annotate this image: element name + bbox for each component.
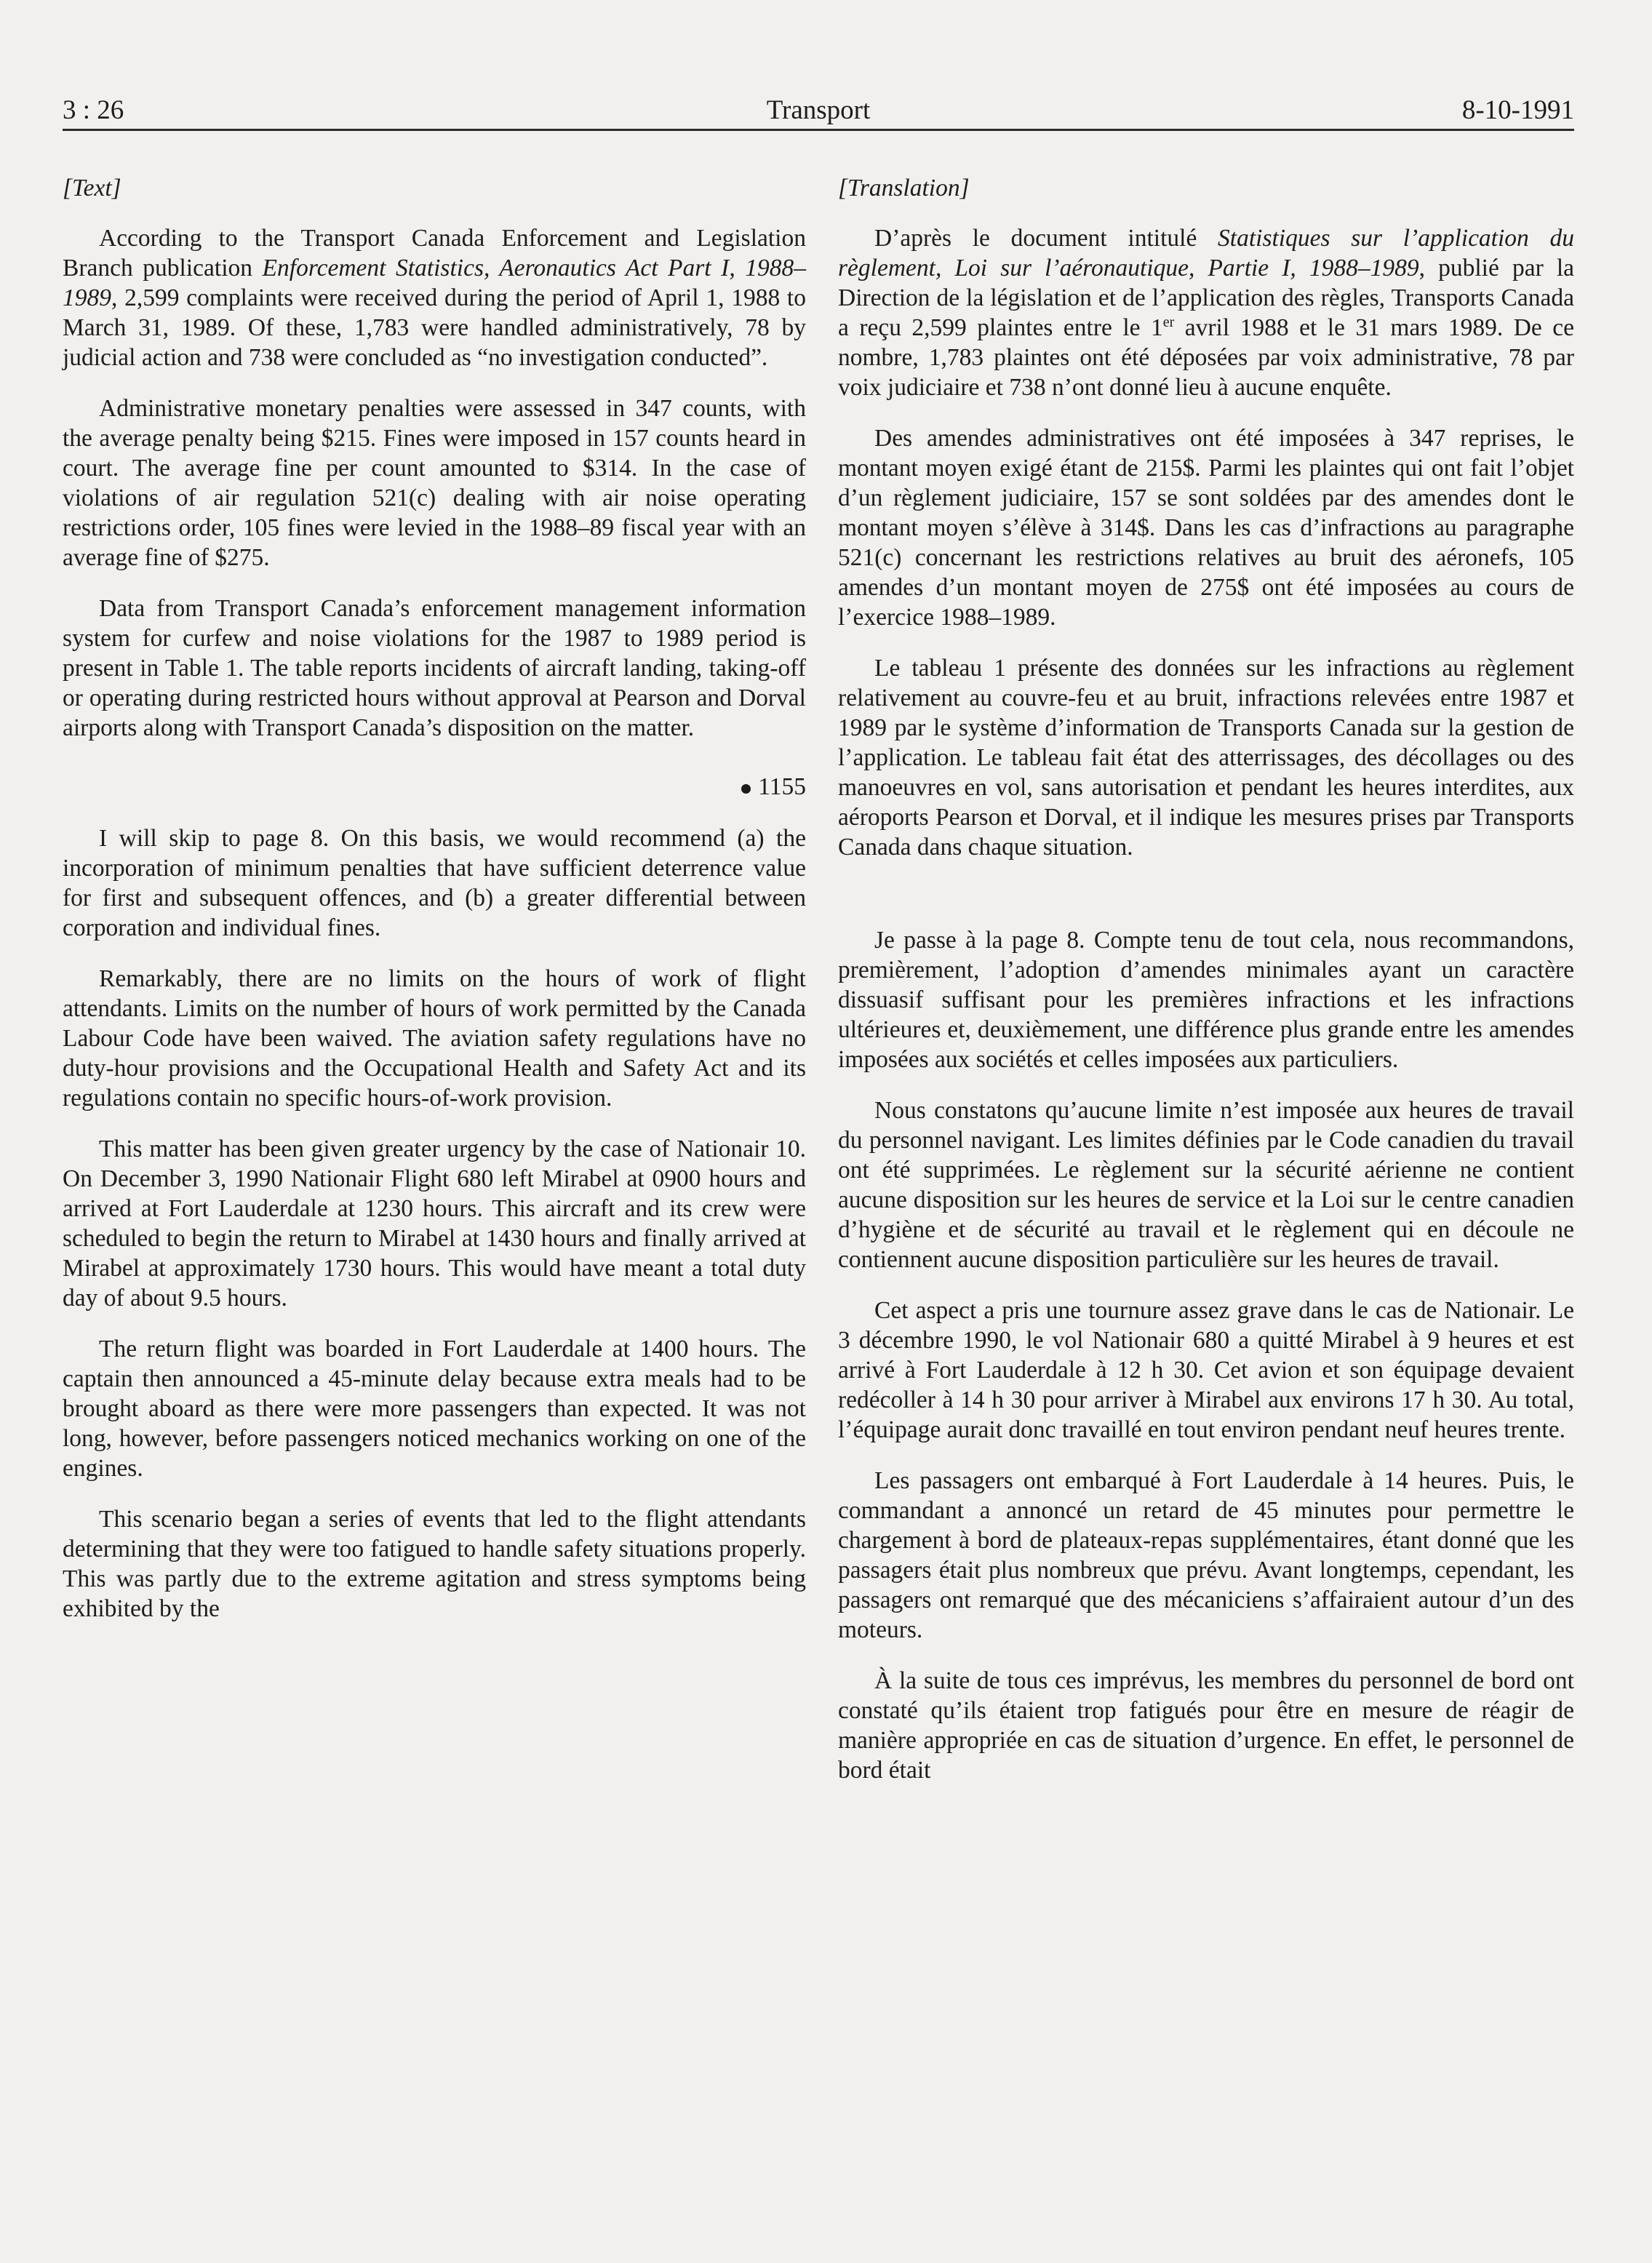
- time-marker-label: 1155: [758, 773, 806, 800]
- english-paragraph-4: I will skip to page 8. On this basis, we would recommend (a) the incorporation of minimum penalties that have sufficient deterrence value for first and subsequent offences, and (b) a greater differential between corporation and individual fines.: [63, 825, 806, 941]
- english-p1-publication-title: Enforcement Statistics, Aeronautics Act Part I, 1988–1989: [63, 255, 806, 311]
- page-header: [63, 89, 1574, 131]
- page-date: 8-10-1991: [1461, 95, 1574, 125]
- english-paragraph-7: The return flight was boarded in Fort Lauderdale at 1400 hours. The captain then announced a 45-minute delay because extra meals had to be brought aboard as there were more passengers than expected. It was not long, however, before passengers noticed mechanics working on one of the engines.: [63, 1336, 806, 1482]
- translation-label: [Translation]: [838, 175, 970, 201]
- french-paragraph-7: Les passagers ont embarqué à Fort Lauderdale à 14 heures. Puis, le commandant a annoncé un retard de 45 minutes pour permettre le chargement à bord de plateaux-repas supplémentaires, étant donné que les passagers était plus nombreux que prévu. Avant longtemps, cependant, les passagers ont remarqué que des mécaniciens s’affairaient autour d’un des moteurs.: [838, 1467, 1574, 1643]
- french-p1-mid: , publié par la Direction de la législation et de l’application des règles, Transports Canada a reçu 2,599 plaintes entre le 1: [838, 255, 1574, 341]
- french-paragraph-8: À la suite de tous ces imprévus, les membres du personnel de bord ont constaté qu’ils étaient trop fatigués pour être en mesure de réagir de manière appropriée en cas de situation d’urgence. En effet, le personnel de bord était: [838, 1667, 1574, 1784]
- english-paragraph-8: This scenario began a series of events that led to the flight attendants determining that they were too fatigued to handle safety situations properly. This was partly due to the extreme agitation and stress symptoms being exhibited by the: [63, 1506, 806, 1622]
- french-p1-before: D’après le document intitulé: [874, 225, 1218, 252]
- page-title: Transport: [766, 95, 871, 125]
- french-paragraph-4: Je passe à la page 8. Compte tenu de tout cela, nous recommandons, premièrement, l’adoption d’amendes minimales ayant un caractère dissuasif suffisant pour les premières infractions et les infractions ultérieures et, deuxièmement, une différence plus grande entre les amendes imposées aux sociétés et celles imposées aux particuliers.: [838, 927, 1574, 1073]
- english-p1-before: According to the Transport Canada Enforcement and Legislation Branch publication: [63, 225, 806, 282]
- header-divider: [63, 129, 1574, 131]
- text-label: [Text]: [63, 175, 121, 201]
- english-p1-after: , 2,599 complaints were received during the period of April 1, 1988 to March 31, 1989. Of these, 1,783 were handled administratively, 78 by judicial action and 738 were concluded as “no investigation conducted”.: [63, 284, 806, 371]
- bullet-dot-icon: [741, 784, 751, 794]
- french-p1-publication-title: Statistiques sur l’application du règlement, Loi sur l’aéronautique, Partie I, 1988–1989: [838, 225, 1574, 282]
- french-p1-after: avril 1988 et le 31 mars 1989. De ce nombre, 1,783 plaintes ont été déposées par voix administrative, 78 par voix judiciaire et 738 n’ont donné lieu à aucune enquête.: [838, 314, 1574, 401]
- french-paragraph-5: Nous constatons qu’aucune limite n’est imposée aux heures de travail du personnel navigant. Les limites définies par le Code canadien du travail ont été supprimées. Le règlement sur la sécurité aérienne ne contient aucune disposition sur les heures de service et la Loi sur le centre canadien d’hygiène et de sécurité au travail et le règlement qui en découle ne contiennent aucune disposition particulière sur les heures de travail.: [838, 1097, 1574, 1273]
- time-marker: [63, 772, 806, 802]
- french-paragraph-3: Le tableau 1 présente des données sur les infractions au règlement relativement au couvre-feu et au bruit, infractions relevées entre 1987 et 1989 par le système d’information de Transports Canada sur la gestion de l’application. Le tableau fait état des atterrissages, des décollages ou des manoeuvres en vol, sans autorisation et pendant les heures interdites, aux aéroports Pearson et Dorval, et il indique les mesures prises par Transports Canada dans chaque situation.: [838, 655, 1574, 861]
- french-paragraph-6: Cet aspect a pris une tournure assez grave dans le cas de Nationair. Le 3 décembre 1990, le vol Nationair 680 a quitté Mirabel à 9 heures et est arrivé à Fort Lauderdale à 12 h 30. Cet avion et son équipage devaient redécoller à 14 h 30 pour arriver à Mirabel aux environs 17 h 30. Au total, l’équipage aurait donc travaillé en tout environ pendant neuf heures trente.: [838, 1297, 1574, 1443]
- french-column: [838, 173, 1574, 1806]
- french-paragraph-1: [838, 223, 1574, 402]
- english-paragraph-1: [63, 223, 806, 372]
- french-paragraph-2: Des amendes administratives ont été imposées à 347 reprises, le montant moyen exigé étant de 215$. Parmi les plaintes qui ont fait l’objet d’un règlement judiciaire, 157 se sont soldées par des amendes dont le montant moyen s’élève à 314$. Dans les cas d’infractions au paragraphe 521(c) concernant les restrictions relatives au bruit des aéronefs, 105 amendes d’un montant moyen de 275$ ont été imposées au cours de l’exercice 1988–1989.: [838, 425, 1574, 631]
- english-paragraph-5: Remarkably, there are no limits on the hours of work of flight attendants. Limits on the number of hours of work permitted by the Canada Labour Code have been waived. The aviation safety regulations have no duty-hour provisions and the Occupational Health and Safety Act and its regulations contain no specific hours-of-work provision.: [63, 965, 806, 1111]
- page-number: 3 : 26: [63, 95, 124, 125]
- english-paragraph-3: Data from Transport Canada’s enforcement management information system for curfew and noise violations for the 1987 to 1989 period is present in Table 1. The table reports incidents of aircraft landing, taking-off or operating during restricted hours without approval at Pearson and Dorval airports along with Transport Canada’s disposition on the matter.: [63, 595, 806, 741]
- english-paragraph-6: This matter has been given greater urgency by the case of Nationair 10. On December 3, 1990 Nationair Flight 680 left Mirabel at 0900 hours and arrived at Fort Lauderdale at 1230 hours. This aircraft and its crew were scheduled to begin the return to Mirabel at 1430 hours and finally arrived at Mirabel at approximately 1730 hours. This would have meant a total duty day of about 9.5 hours.: [63, 1136, 806, 1312]
- english-column: [63, 173, 806, 1645]
- english-paragraph-2: Administrative monetary penalties were assessed in 347 counts, with the average penalty being $215. Fines were imposed in 157 counts heard in court. The average fine per count amounted to $314. In the case of violations of air regulation 521(c) dealing with air noise operating restrictions order, 105 fines were levied in the 1988–89 fiscal year with an average fine of $275.: [63, 395, 806, 571]
- french-p1-superscript: er: [1162, 314, 1175, 330]
- marker-spacer: [838, 883, 1574, 925]
